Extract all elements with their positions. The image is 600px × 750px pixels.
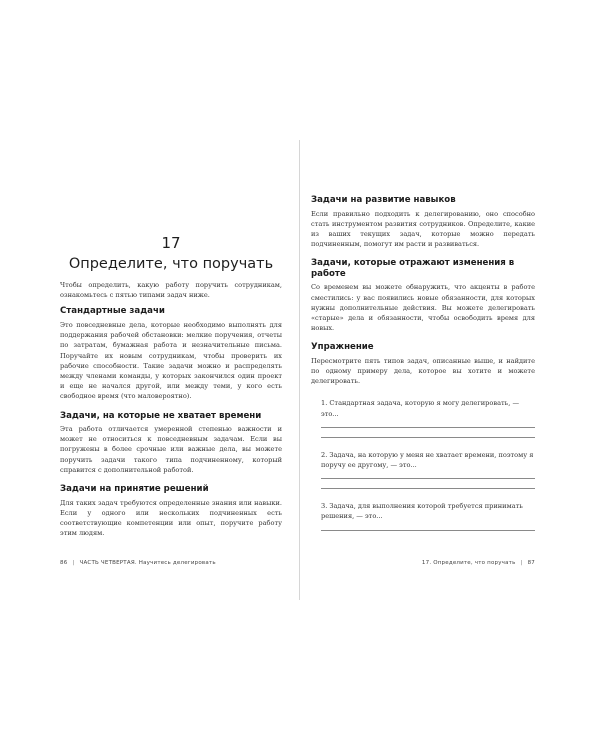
running-head-right: 17. Определите, что поручать — [421, 560, 516, 566]
section-text-routine-tasks: Это повседневные дела, которые необходимо выполнять для поддержания рабочей обстановки: мелкие поручения, отчеты по затратам, бумажная работа и незначительные письма. Поручайте их новым сотрудникам, чтобы проверить их рабочие способности. Такие задачи можно и распределять между членами команды, у которых закончился один проект и еще не начался другой, или между теми, у кого есть свободное время (что маловероятно). — [60, 320, 282, 401]
right-page-footer — [422, 560, 535, 566]
section-text-change-tasks: Со временем вы можете обнаружить, что акценты в работе сместились: у вас появились новые обязанности, для которых нужны дополнительные действия. Вы можете делегировать «старые» дела и обязанности, чтобы освободить время для новых. — [311, 283, 535, 333]
answer-line[interactable] — [321, 488, 535, 489]
left-page-text — [60, 280, 282, 538]
chapter-title: Определите, что поручать — [68, 256, 274, 272]
footer-separator: | — [72, 560, 75, 566]
chapter-number: 17 — [161, 234, 181, 252]
exercise-item — [311, 450, 535, 489]
left-page — [60, 0, 282, 750]
exercise-text: Пересмотрите пять типов задач, описанные выше, и найдите по одному примеру дела, которое вы хотите и можете делегировать. — [311, 356, 535, 386]
section-text-decision-tasks: Для таких задач требуются определенные знания или навыки. Если у одного или нескольких подчиненных есть соответствующие компетенции или опыт, поручите работу этим людям. — [60, 498, 282, 538]
answer-line[interactable] — [321, 478, 535, 479]
exercise-item-text: 2. Задача, на которую у меня не хватает времени, поэтому я поручу ее другому, — это... — [321, 450, 534, 470]
right-page-text — [311, 195, 535, 531]
section-heading-change-tasks: Задачи, которые отражают изменения в работе — [311, 258, 515, 279]
footer-separator: | — [520, 560, 523, 566]
answer-line[interactable] — [321, 437, 535, 438]
answer-line[interactable] — [321, 530, 535, 531]
answer-line[interactable] — [321, 427, 535, 428]
book-gutter — [299, 140, 300, 600]
running-head-left: ЧАСТЬ ЧЕТВЕРТАЯ. Научитесь делегировать — [79, 560, 216, 566]
exercise-item-text: 1. Стандартная задача, которую я могу делегировать, — это... — [321, 399, 520, 418]
section-heading-skill-tasks: Задачи на развитие навыков — [311, 195, 456, 205]
exercise-heading: Упражнение — [311, 342, 374, 353]
section-heading-routine-tasks: Стандартные задачи — [60, 306, 165, 317]
exercise-item-text: 3. Задача, для выполнения которой требуется принимать решения, — это... — [321, 502, 523, 521]
exercise-item — [311, 398, 535, 437]
chapter-intro: Чтобы определить, какую работу поручить сотрудникам, ознакомьтесь с пятью типами задач ниже. — [60, 281, 282, 300]
left-page-footer — [60, 560, 216, 566]
page-number-left: 86 — [60, 560, 68, 566]
exercise-item — [311, 501, 535, 530]
section-heading-no-time-tasks: Задачи, на которые не хватает времени — [60, 410, 262, 421]
section-heading-decision-tasks: Задачи на принятие решений — [60, 484, 209, 495]
page-number-right: 87 — [527, 560, 535, 566]
right-page — [311, 0, 535, 750]
section-text-skill-tasks: Если правильно подходить к делегированию, оно способно стать инструментом развития сотрудников. Определите, какие из ваших текущих задач, которые можно передать подчиненным, помогут им расти и развиваться. — [311, 209, 535, 249]
section-text-no-time-tasks: Эта работа отличается умеренной степенью важности и может не относиться к повседневным задачам. Если вы погружены в более срочные или важные дела, вы можете поручить задачи такого типа подчиненному, который справится с дополнительной работой. — [60, 425, 282, 474]
